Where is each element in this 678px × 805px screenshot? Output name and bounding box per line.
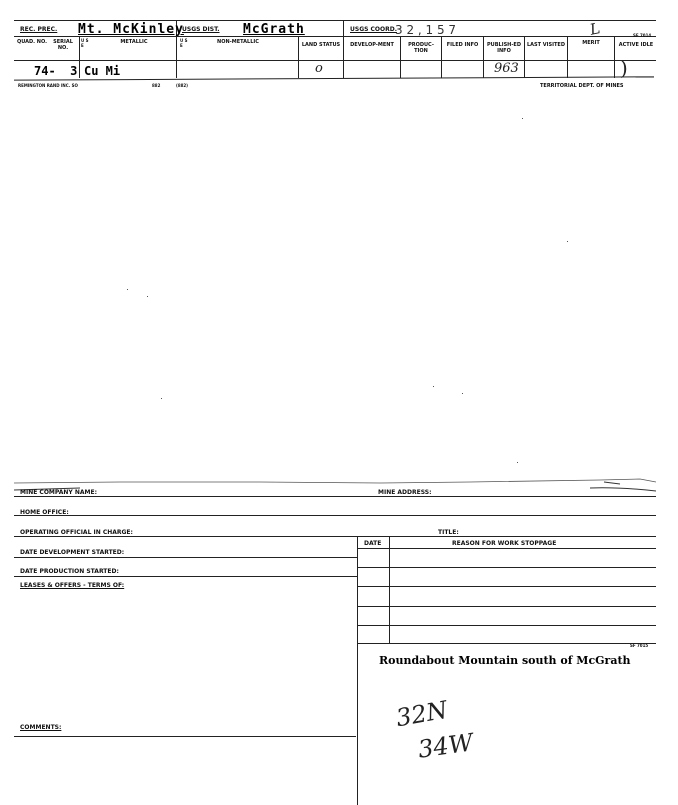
scan-speck xyxy=(433,386,434,387)
top-card-values-rule xyxy=(14,60,656,61)
scan-speck xyxy=(522,118,523,119)
header-last-visited: LAST VISITED xyxy=(527,42,565,48)
published-info-value: 963 xyxy=(494,61,519,76)
header-land-status: LAND STATUS xyxy=(301,42,341,48)
top-card-top-rule xyxy=(14,20,656,21)
header-serial-no: SERIAL NO. xyxy=(53,39,73,51)
land-status-value: o xyxy=(315,61,323,76)
header-metallic: METALLIC xyxy=(120,39,148,45)
metallic-value: Cu Mi xyxy=(84,64,121,78)
footer-right: TERRITORIAL DEPT. OF MINES xyxy=(540,83,624,89)
date-column-header: DATE xyxy=(364,540,382,547)
form-number-top: SF 7014 xyxy=(633,33,652,38)
active-idle-value: ) xyxy=(620,56,628,80)
handwritten-range: 34W xyxy=(416,728,475,764)
card-top-edge xyxy=(0,474,678,498)
date-development-label: DATE DEVELOPMENT STARTED: xyxy=(20,549,125,556)
title-label: TITLE: xyxy=(438,529,459,536)
mine-address-label: MINE ADDRESS: xyxy=(378,489,432,496)
reason-column-header: REASON FOR WORK STOPPAGE xyxy=(452,540,557,547)
form-number-bottom: SF 7015 xyxy=(630,643,649,648)
scan-speck xyxy=(567,241,568,242)
header-non-metallic: NON-METALLIC xyxy=(217,39,259,45)
scan-speck xyxy=(462,393,463,394)
leases-offers-label: LEASES & OFFERS - TERMS OF: xyxy=(20,582,125,589)
quad-serial-value: 74- 3 xyxy=(34,64,78,78)
coord-mark: L xyxy=(588,19,602,39)
scan-speck xyxy=(127,289,128,290)
operating-official-label: OPERATING OFFICIAL IN CHARGE: xyxy=(20,529,133,536)
handwritten-township: 32N xyxy=(393,695,450,733)
usgs-dist-value: McGrath xyxy=(243,22,305,37)
comments-label: COMMENTS: xyxy=(20,724,62,731)
header-merit: MERIT xyxy=(582,40,600,46)
rec-prec-value: Mt. McKinley xyxy=(78,22,184,37)
header-filed-info: FILED INFO xyxy=(446,42,479,48)
header-development: DEVELOP-MENT xyxy=(350,42,394,48)
scan-speck xyxy=(517,462,518,463)
location-description: Roundabout Mountain south of McGrath xyxy=(379,654,631,667)
home-office-label: HOME OFFICE: xyxy=(20,509,69,516)
header-published-info: PUBLISH-ED INFO xyxy=(486,42,521,54)
usgs-coord-value: 3 2 , 1 5 7 xyxy=(395,23,457,37)
scan-speck xyxy=(161,398,162,399)
footer-mid-2: (882) xyxy=(176,83,189,88)
header-quad-no: QUAD. NO. xyxy=(16,39,48,45)
header-production: PRODUC-TION xyxy=(408,42,434,54)
mine-company-name-label: MINE COMPANY NAME: xyxy=(20,489,97,496)
rec-prec-label: REC. PREC. xyxy=(20,26,58,33)
date-production-label: DATE PRODUCTION STARTED: xyxy=(20,568,119,575)
scan-speck xyxy=(147,296,148,297)
header-use-metallic: U S E xyxy=(81,38,89,48)
footer-left: REMINGTON RAND INC. SO xyxy=(18,83,78,88)
footer-mid-1: 882 xyxy=(152,83,161,88)
header-use-non-metallic: U S E xyxy=(180,38,188,48)
header-active-idle: ACTIVE IDLE xyxy=(618,42,654,48)
usgs-dist-label: USGS DIST. xyxy=(182,26,220,33)
usgs-coord-label: USGS COORD. xyxy=(350,26,398,33)
